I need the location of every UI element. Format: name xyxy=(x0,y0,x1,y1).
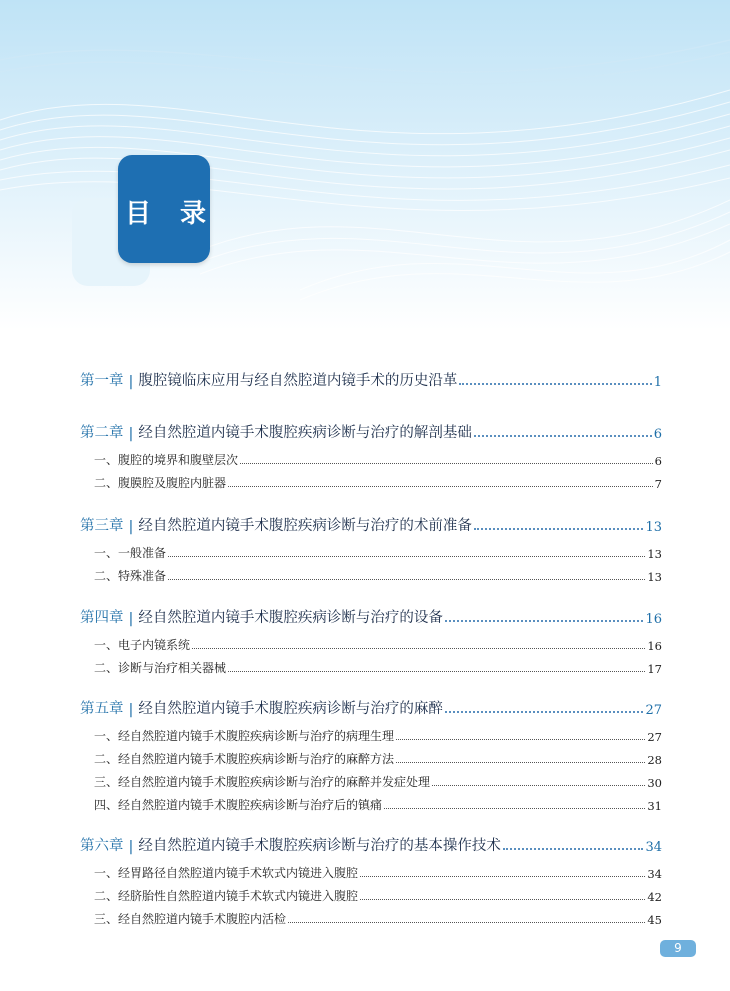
chapter-page-number: 1 xyxy=(653,375,662,390)
leader-dots xyxy=(360,876,645,877)
section-page-number: 28 xyxy=(647,753,662,767)
chapter-title: 经自然腔道内镜手术腹腔疾病诊断与治疗的设备 xyxy=(138,610,443,626)
section-page-number: 17 xyxy=(647,662,662,676)
chapter-title: 经自然腔道内镜手术腹腔疾病诊断与治疗的解剖基础 xyxy=(138,425,472,441)
toc-section-entry[interactable] xyxy=(94,473,662,491)
toc-section-entry[interactable] xyxy=(94,795,662,813)
section-title: 一、一般准备 xyxy=(94,546,167,560)
toc-section-entry[interactable] xyxy=(94,749,662,767)
section-page-number: 34 xyxy=(647,867,662,881)
chapter-title: 经自然腔道内镜手术腹腔疾病诊断与治疗的术前准备 xyxy=(138,518,472,534)
toc-section-entry[interactable] xyxy=(94,543,662,561)
chapter-number: 第六章 xyxy=(80,838,124,854)
section-page-number: 42 xyxy=(647,890,662,904)
leader-dots xyxy=(474,528,644,530)
leader-dots xyxy=(168,579,645,580)
toc-section-entry[interactable] xyxy=(94,863,662,881)
chapter-title: 经自然腔道内镜手术腹腔疾病诊断与治疗的麻醉 xyxy=(138,701,443,717)
section-page-number: 6 xyxy=(654,454,662,468)
toc-section-entry[interactable] xyxy=(94,772,662,790)
chapter-page-number: 27 xyxy=(645,703,662,718)
section-page-number: 45 xyxy=(647,913,662,927)
toc-section-entry[interactable] xyxy=(94,450,662,468)
chapter-page-number: 16 xyxy=(645,612,662,627)
leader-dots xyxy=(396,739,645,740)
toc-chapter-entry[interactable] xyxy=(80,833,662,855)
toc-chapter-entry[interactable] xyxy=(80,605,662,627)
section-title: 三、经自然腔道内镜手术腹腔疾病诊断与治疗的麻醉并发症处理 xyxy=(94,775,431,789)
section-title: 二、经脐胎性自然腔道内镜手术软式内镜进入腹腔 xyxy=(94,889,359,903)
leader-dots xyxy=(192,648,645,649)
section-title: 二、诊断与治疗相关器械 xyxy=(94,661,227,675)
chapter-number: 第三章 xyxy=(80,518,124,534)
section-page-number: 16 xyxy=(647,639,662,653)
chapter-page-number: 6 xyxy=(653,427,662,442)
leader-dots xyxy=(360,899,645,900)
leader-dots xyxy=(228,671,645,672)
leader-dots xyxy=(445,711,644,713)
chapter-separator: | xyxy=(128,426,134,442)
page-number-badge: 9 xyxy=(660,940,696,957)
section-page-number: 31 xyxy=(647,799,662,813)
chapter-number: 第一章 xyxy=(80,373,124,389)
section-title: 二、经自然腔道内镜手术腹腔疾病诊断与治疗的麻醉方法 xyxy=(94,752,395,766)
leader-dots xyxy=(474,435,652,437)
chapter-number: 第四章 xyxy=(80,610,124,626)
page-title: 目 录 xyxy=(125,199,217,229)
toc-section-entry[interactable] xyxy=(94,566,662,584)
section-page-number: 30 xyxy=(647,776,662,790)
chapter-title: 经自然腔道内镜手术腹腔疾病诊断与治疗的基本操作技术 xyxy=(138,838,501,854)
chapter-separator: | xyxy=(128,374,134,390)
leader-dots xyxy=(459,383,651,385)
leader-dots xyxy=(240,463,653,464)
section-page-number: 13 xyxy=(647,570,662,584)
leader-dots xyxy=(168,556,645,557)
toc-chapter-entry[interactable] xyxy=(80,696,662,718)
chapter-page-number: 34 xyxy=(645,840,662,855)
toc-chapter-entry[interactable] xyxy=(80,513,662,535)
section-title: 一、电子内镜系统 xyxy=(94,638,191,652)
chapter-separator: | xyxy=(128,611,134,627)
section-page-number: 13 xyxy=(647,547,662,561)
section-title: 一、经胃路径自然腔道内镜手术软式内镜进入腹腔 xyxy=(94,866,359,880)
section-page-number: 7 xyxy=(654,477,662,491)
chapter-number: 第五章 xyxy=(80,701,124,717)
section-title: 四、经自然腔道内镜手术腹腔疾病诊断与治疗后的镇痛 xyxy=(94,798,383,812)
toc-chapter-entry[interactable] xyxy=(80,368,662,390)
toc-section-entry[interactable] xyxy=(94,658,662,676)
toc-chapter-entry[interactable] xyxy=(80,420,662,442)
toc-section-entry[interactable] xyxy=(94,886,662,904)
leader-dots xyxy=(432,785,645,786)
chapter-number: 第二章 xyxy=(80,425,124,441)
section-title: 一、经自然腔道内镜手术腹腔疾病诊断与治疗的病理生理 xyxy=(94,729,395,743)
leader-dots xyxy=(503,848,644,850)
toc-section-entry[interactable] xyxy=(94,635,662,653)
chapter-separator: | xyxy=(128,839,134,855)
section-title: 二、腹膜腔及腹腔内脏器 xyxy=(94,476,227,490)
leader-dots xyxy=(288,922,645,923)
leader-dots xyxy=(228,486,653,487)
section-title: 三、经自然腔道内镜手术腹腔内活检 xyxy=(94,912,287,926)
chapter-separator: | xyxy=(128,519,134,535)
toc-section-entry[interactable] xyxy=(94,726,662,744)
leader-dots xyxy=(445,620,644,622)
section-title: 二、特殊准备 xyxy=(94,569,167,583)
chapter-page-number: 13 xyxy=(645,520,662,535)
leader-dots xyxy=(384,808,645,809)
leader-dots xyxy=(396,762,645,763)
section-title: 一、腹腔的境界和腹壁层次 xyxy=(94,453,239,467)
section-page-number: 27 xyxy=(647,730,662,744)
chapter-separator: | xyxy=(128,702,134,718)
toc-section-entry[interactable] xyxy=(94,909,662,927)
chapter-title: 腹腔镜临床应用与经自然腔道内镜手术的历史沿革 xyxy=(138,373,458,389)
